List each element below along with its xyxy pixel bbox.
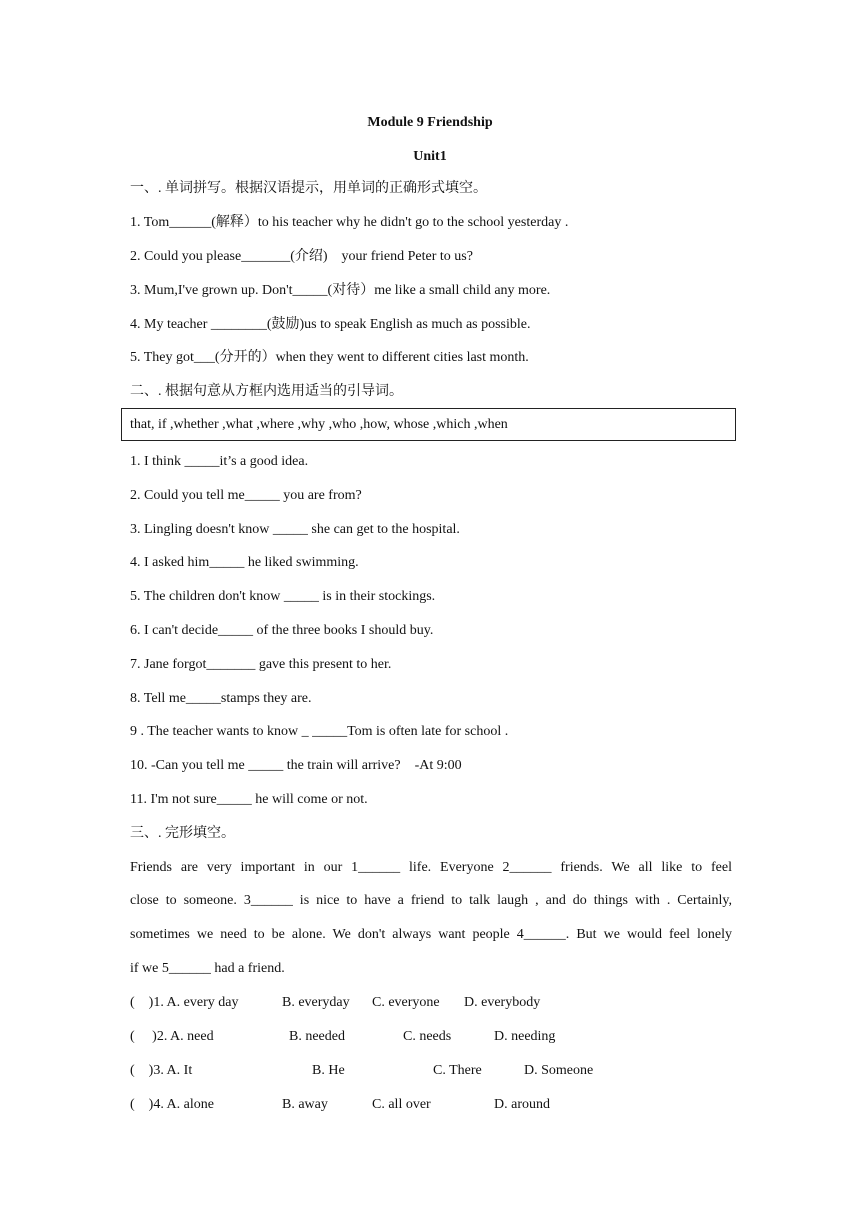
- question-item: 3. Lingling doesn't know _____ she can get to the hospital.: [130, 522, 460, 537]
- question-item: 3. Mum,I've grown up. Don't_____(对待）me like a small child any more.: [130, 283, 551, 298]
- choice-b: B. away: [282, 1097, 328, 1112]
- section3-heading: 三、. 完形填空。: [130, 826, 235, 841]
- choice-stem: ( )1. A. every day: [130, 995, 239, 1010]
- question-item: 4. I asked him_____ he liked swimming.: [130, 555, 359, 570]
- choice-b: B. needed: [289, 1029, 345, 1044]
- choice-d: D. around: [494, 1097, 550, 1112]
- question-item: 7. Jane forgot_______ gave this present to her.: [130, 657, 392, 672]
- question-item: 8. Tell me_____stamps they are.: [130, 691, 312, 706]
- choice-stem: ( )3. A. It: [130, 1063, 193, 1078]
- choice-c: C. needs: [403, 1029, 452, 1044]
- question-item: 5. They got___(分开的）when they went to different cities last month.: [130, 350, 529, 365]
- passage-line: close to someone. 3______ is nice to have a friend to talk laugh , and do things with . Certainly,: [130, 893, 732, 908]
- choice-b: B. everyday: [282, 995, 350, 1010]
- choice-c: C. There: [433, 1063, 482, 1078]
- choice-b: B. He: [312, 1063, 345, 1078]
- question-item: 11. I'm not sure_____ he will come or not.: [130, 792, 368, 807]
- section2-heading: 二、. 根据句意从方框内选用适当的引导词。: [130, 384, 403, 399]
- document-subtitle: Unit1: [413, 149, 447, 164]
- choice-d: D. Someone: [524, 1063, 594, 1078]
- choice-d: D. needing: [494, 1029, 556, 1044]
- choice-stem: ( )2. A. need: [130, 1029, 214, 1044]
- choice-stem: ( )4. A. alone: [130, 1097, 214, 1112]
- question-item: 1. I think _____it’s a good idea.: [130, 454, 309, 469]
- question-item: 2. Could you please_______(介绍) your friend Peter to us?: [130, 249, 473, 264]
- question-item: 5. The children don't know _____ is in their stockings.: [130, 589, 436, 604]
- question-item: 4. My teacher ________(鼓励)us to speak English as much as possible.: [130, 317, 531, 332]
- word-box-text: that, if ,whether ,what ,where ,why ,who ,how, whose ,which ,when: [130, 417, 508, 432]
- choice-d: D. everybody: [464, 995, 541, 1010]
- word-box: [121, 408, 736, 441]
- document-title: Module 9 Friendship: [367, 115, 493, 130]
- passage-line: if we 5______ had a friend.: [130, 961, 285, 976]
- question-item: 6. I can't decide_____ of the three books I should buy.: [130, 623, 434, 638]
- choice-c: C. all over: [372, 1097, 431, 1112]
- question-item: 9 . The teacher wants to know _ _____Tom is often late for school .: [130, 724, 509, 739]
- section1-heading: 一、. 单词拼写。根据汉语提示，用单词的正确形式填空。: [130, 181, 487, 196]
- passage-line: Friends are very important in our 1______ life. Everyone 2______ friends. We all like to feel: [130, 860, 732, 875]
- choice-c: C. everyone: [372, 995, 440, 1010]
- question-item: 10. -Can you tell me _____ the train will arrive? -At 9:00: [130, 758, 462, 773]
- question-item: 2. Could you tell me_____ you are from?: [130, 488, 362, 503]
- question-item: 1. Tom______(解释）to his teacher why he didn't go to the school yesterday .: [130, 215, 569, 230]
- passage-line: sometimes we need to be alone. We don't always want people 4______. But we would feel lonely: [130, 927, 732, 942]
